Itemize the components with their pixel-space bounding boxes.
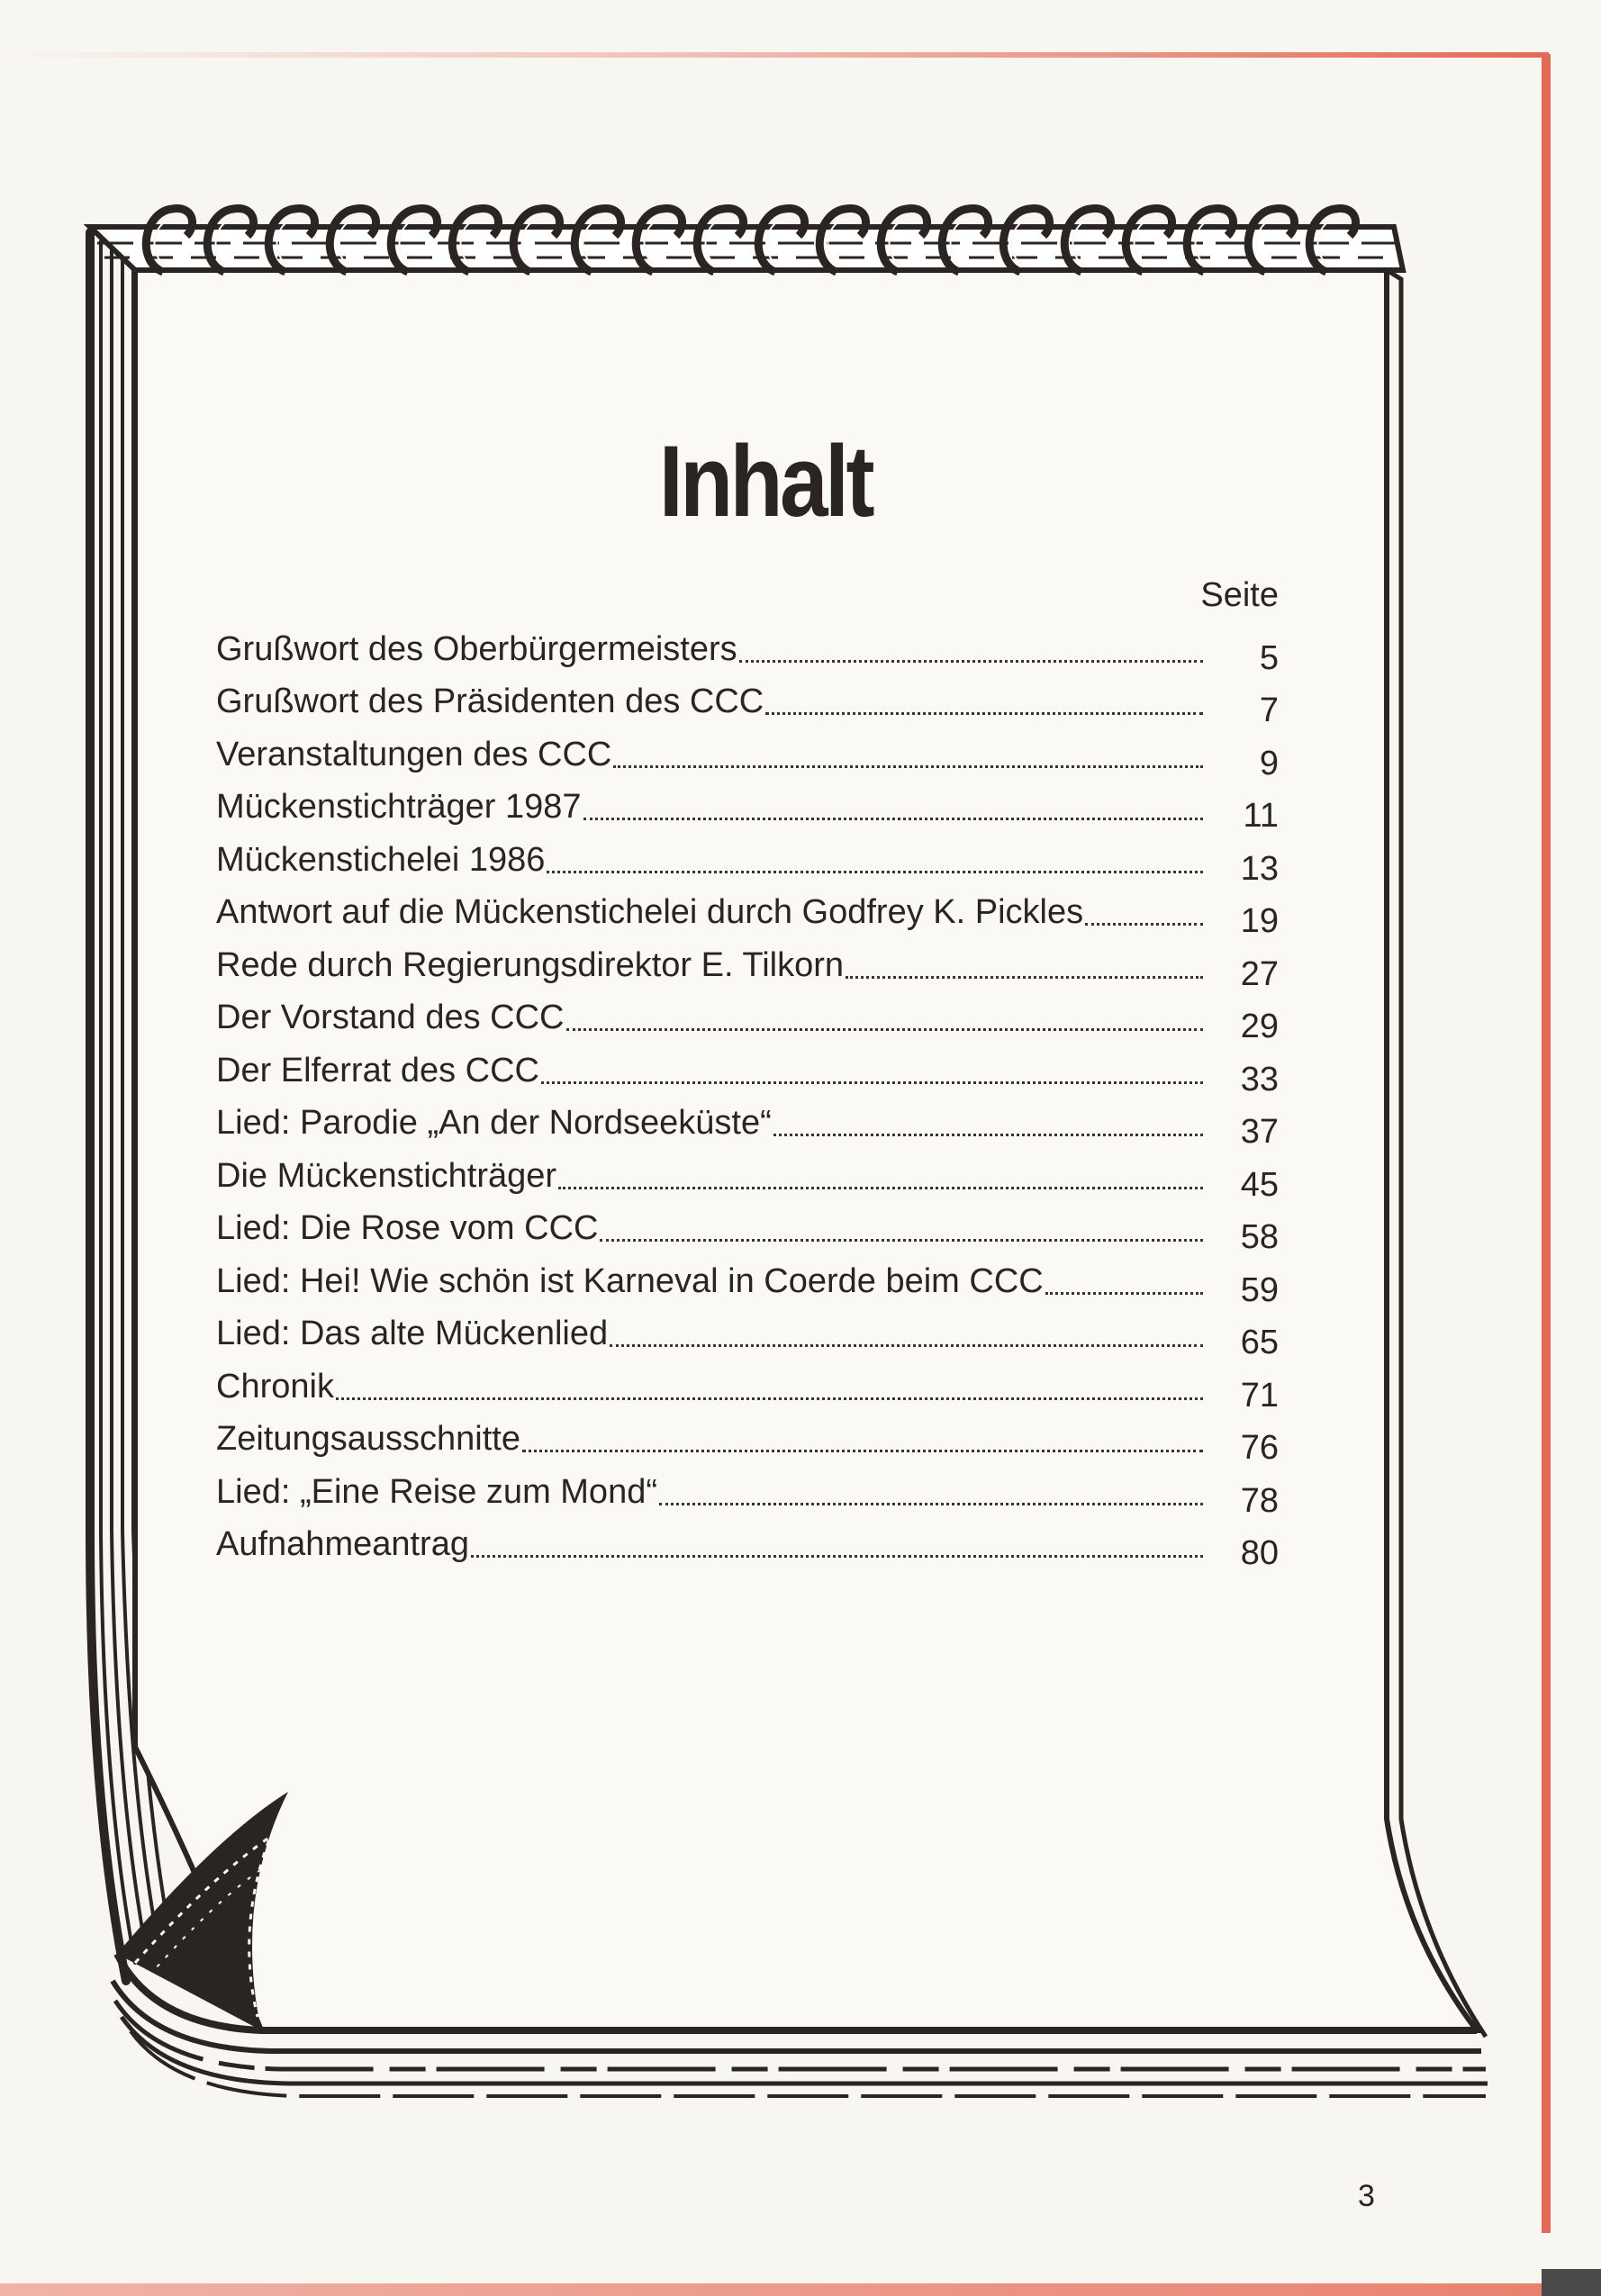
toc-entry[interactable] (216, 1143, 1279, 1204)
toc-entry[interactable] (216, 1459, 1279, 1520)
toc-entry[interactable] (216, 1353, 1279, 1415)
dot-leader (613, 764, 1203, 768)
toc-entry[interactable] (216, 616, 1279, 677)
toc-entry-title: Grußwort des Oberbürgermeisters (216, 629, 737, 668)
dot-leader (471, 1554, 1203, 1558)
dot-leader (659, 1502, 1203, 1505)
toc-entry[interactable] (216, 774, 1279, 835)
toc-entry-title: Chronik (216, 1367, 334, 1406)
dot-leader (566, 1027, 1204, 1031)
toc-entry[interactable] (216, 669, 1279, 729)
dot-leader (1045, 1291, 1203, 1295)
toc-entry[interactable] (216, 827, 1279, 888)
toc-entry-page: 9 (1259, 744, 1279, 782)
toc-entry[interactable] (216, 932, 1279, 993)
toc-entry-page: 11 (1243, 797, 1279, 835)
toc-entry-title: Lied: Das alte Mückenlied (216, 1315, 609, 1352)
toc-entry-page: 29 (1240, 1008, 1279, 1045)
toc-entry[interactable] (216, 721, 1279, 782)
toc-entry-title: Mückenstichträger 1987 (216, 788, 582, 826)
toc-entry-page: 71 (1240, 1376, 1279, 1415)
toc-entry[interactable] (216, 1512, 1279, 1572)
toc-entry-title: Veranstaltungen des CCC (216, 735, 612, 773)
dot-leader (1085, 922, 1203, 926)
toc-entry-page: 33 (1240, 1060, 1279, 1098)
toc-entry-title: Rede durch Regierungsdirektor E. Tilkorn (216, 945, 845, 984)
toc-entry-page: 78 (1240, 1481, 1279, 1520)
toc-entry-page: 7 (1259, 692, 1279, 729)
dot-leader (583, 817, 1203, 820)
toc-entry-title: Aufnahmeantrag (216, 1525, 469, 1563)
toc-entry[interactable] (216, 985, 1279, 1045)
toc-entry-title: Zeitungsausschnitte (216, 1420, 520, 1458)
toc-entry-page: 59 (1240, 1270, 1279, 1309)
toc-entry-page: 19 (1240, 902, 1279, 940)
toc-entry[interactable] (216, 1090, 1279, 1151)
dot-leader (765, 711, 1203, 715)
dot-leader (336, 1397, 1203, 1400)
dot-leader (600, 1238, 1203, 1242)
table-of-contents (216, 616, 1279, 1572)
toc-entry-page: 80 (1240, 1534, 1279, 1572)
toc-entry-title: Der Elferrat des CCC (216, 1051, 539, 1089)
toc-entry-page: 27 (1240, 954, 1279, 993)
toc-entry-title: Die Mückenstichträger (216, 1156, 557, 1195)
dot-leader (558, 1186, 1203, 1189)
toc-entry[interactable] (216, 1196, 1279, 1256)
toc-entry-title: Lied: Parodie „An der Nordseeküste“ (216, 1104, 772, 1142)
toc-entry-page: 65 (1240, 1324, 1279, 1361)
toc-entry-page: 13 (1240, 849, 1279, 888)
page-column-header: Seite (1200, 576, 1279, 614)
toc-entry-title: Lied: Die Rose vom CCC (216, 1209, 599, 1247)
page-number: 3 (1358, 2179, 1375, 2213)
toc-entry-title: Lied: Hei! Wie schön ist Karneval in Coerde beim CCC (216, 1261, 1044, 1300)
dot-leader (541, 1080, 1203, 1084)
toc-entry-title: Antwort auf die Mückenstichelei durch Godfrey K. Pickles (216, 893, 1084, 931)
toc-entry-title: Der Vorstand des CCC (216, 999, 565, 1036)
toc-entry-title: Mückenstichelei 1986 (216, 840, 546, 879)
dot-leader (610, 1343, 1203, 1347)
dot-leader (773, 1133, 1203, 1136)
toc-entry[interactable] (216, 1037, 1279, 1098)
toc-entry-page: 5 (1259, 638, 1279, 677)
dot-leader (739, 659, 1203, 663)
page-title: Inhalt (658, 425, 873, 538)
dot-leader (522, 1449, 1203, 1452)
toc-entry[interactable] (216, 1248, 1279, 1309)
dot-leader (547, 870, 1203, 873)
toc-entry[interactable] (216, 1406, 1279, 1467)
toc-entry-page: 45 (1240, 1165, 1279, 1204)
toc-entry-page: 58 (1240, 1218, 1279, 1256)
toc-entry-title: Lied: „Eine Reise zum Mond“ (216, 1472, 657, 1511)
toc-entry-page: 76 (1240, 1429, 1279, 1467)
toc-entry-title: Grußwort des Präsidenten des CCC (216, 682, 764, 720)
toc-entry[interactable] (216, 1301, 1279, 1361)
toc-entry-page: 37 (1240, 1113, 1279, 1151)
toc-entry[interactable] (216, 880, 1279, 940)
dot-leader (846, 975, 1203, 979)
